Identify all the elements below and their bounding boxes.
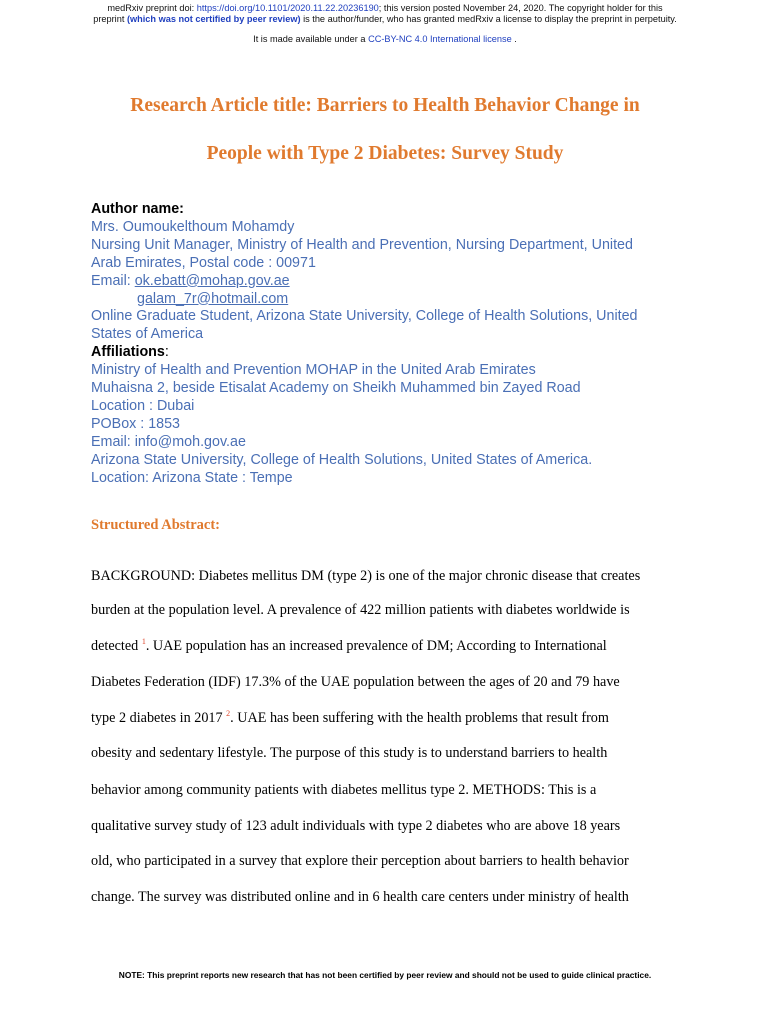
- abstract-line: [91, 709, 609, 727]
- abstract-line: qualitative survey study of 123 adult individuals with type 2 diabetes who are above 18 years: [91, 818, 621, 834]
- author-position-2: Arab Emirates, Postal code : 00971: [91, 254, 316, 271]
- affiliations-heading: [91, 344, 731, 362]
- license-suffix: .: [511, 34, 517, 44]
- abstract-line: behavior among community patients with diabetes mellitus type 2. METHODS: This is a: [91, 782, 597, 798]
- affiliations-label: Affiliations: [91, 344, 165, 361]
- license-line: [0, 34, 770, 45]
- affiliation-line: Location: Arizona State : Tempe: [91, 469, 293, 486]
- author-position-1: Nursing Unit Manager, Ministry of Health and Prevention, Nursing Department, United: [91, 236, 633, 253]
- title-line-1: Research Article title: Barriers to Health Behavior Change in: [130, 95, 640, 116]
- citation-1[interactable]: 1: [141, 637, 146, 646]
- abstract-line: [91, 637, 607, 655]
- title-line-2: People with Type 2 Diabetes: Survey Study: [206, 143, 564, 164]
- abstract-text: . UAE has been suffering with the health problems that result from: [230, 710, 609, 726]
- header-prefix: medRxiv preprint doi:: [107, 3, 197, 13]
- doi-link[interactable]: https://doi.org/10.1101/2020.11.22.20236190: [196, 3, 379, 13]
- abstract-line: obesity and sedentary lifestyle. The purpose of this study is to understand barriers to health: [91, 745, 608, 761]
- author-email-row: [91, 273, 731, 291]
- abstract-line: BACKGROUND: Diabetes mellitus DM (type 2) is one of the major chronic disease that creates: [91, 568, 641, 584]
- abstract-line: Diabetes Federation (IDF) 17.3% of the UAE population between the ages of 20 and 79 have: [91, 674, 620, 690]
- affiliation-line: POBox : 1853: [91, 415, 181, 432]
- author-block: [91, 201, 731, 488]
- header-suffix-2: is the author/funder, who has granted medRxiv a license to display the preprint in perpetuity.: [300, 14, 677, 24]
- author-label: Author name:: [91, 201, 184, 217]
- header-suffix: ; this version posted November 24, 2020. The copyright holder for this: [378, 3, 663, 13]
- affiliation-line: Ministry of Health and Prevention MOHAP in the United Arab Emirates: [91, 362, 536, 379]
- author-study-1: Online Graduate Student, Arizona State University, College of Health Solutions, United: [91, 308, 638, 325]
- author-name: Mrs. Oumoukelthoum Mohamdy: [91, 218, 295, 235]
- license-link[interactable]: CC-BY-NC 4.0 International license: [368, 34, 512, 44]
- affiliation-line: Arizona State University, College of Health Solutions, United States of America.: [91, 451, 593, 468]
- author-email-2[interactable]: galam_7r@hotmail.com: [137, 290, 289, 307]
- abstract-text: type 2 diabetes in 2017: [91, 710, 223, 726]
- header-prefix-2: preprint: [93, 14, 127, 24]
- author-email-1[interactable]: ok.ebatt@mohap.gov.ae: [134, 272, 290, 289]
- footer-note: NOTE: This preprint reports new research that has not been certified by peer review and should not be used to guide clinical practice.: [118, 970, 652, 980]
- affiliations-colon: :: [164, 344, 169, 361]
- citation-2[interactable]: 2: [226, 709, 231, 718]
- author-email-row-2: [91, 291, 731, 309]
- affiliation-line: Location : Dubai: [91, 397, 195, 414]
- affiliation-line: Email: info@moh.gov.ae: [91, 433, 246, 450]
- preprint-header-line-1: [0, 3, 770, 14]
- abstract-line: burden at the population level. A prevalence of 422 million patients with diabetes worldwide is: [91, 602, 630, 618]
- author-study-2: States of America: [91, 326, 204, 343]
- abstract-text: . UAE population has an increased prevalence of DM; According to International: [145, 638, 607, 654]
- email-label: Email:: [91, 272, 135, 289]
- license-prefix: It is made available under a: [253, 34, 369, 44]
- abstract-heading: Structured Abstract:: [91, 517, 221, 533]
- abstract-line: change. The survey was distributed online and in 6 health care centers under ministry of health: [91, 889, 629, 905]
- preprint-header-line-2: [0, 14, 770, 25]
- abstract-line: old, who participated in a survey that explore their perception about barriers to health behavior: [91, 853, 629, 869]
- peer-review-notice: (which was not certified by peer review): [126, 14, 301, 24]
- affiliation-line: Muhaisna 2, beside Etisalat Academy on Sheikh Muhammed bin Zayed Road: [91, 380, 581, 397]
- abstract-text: detected: [91, 638, 139, 654]
